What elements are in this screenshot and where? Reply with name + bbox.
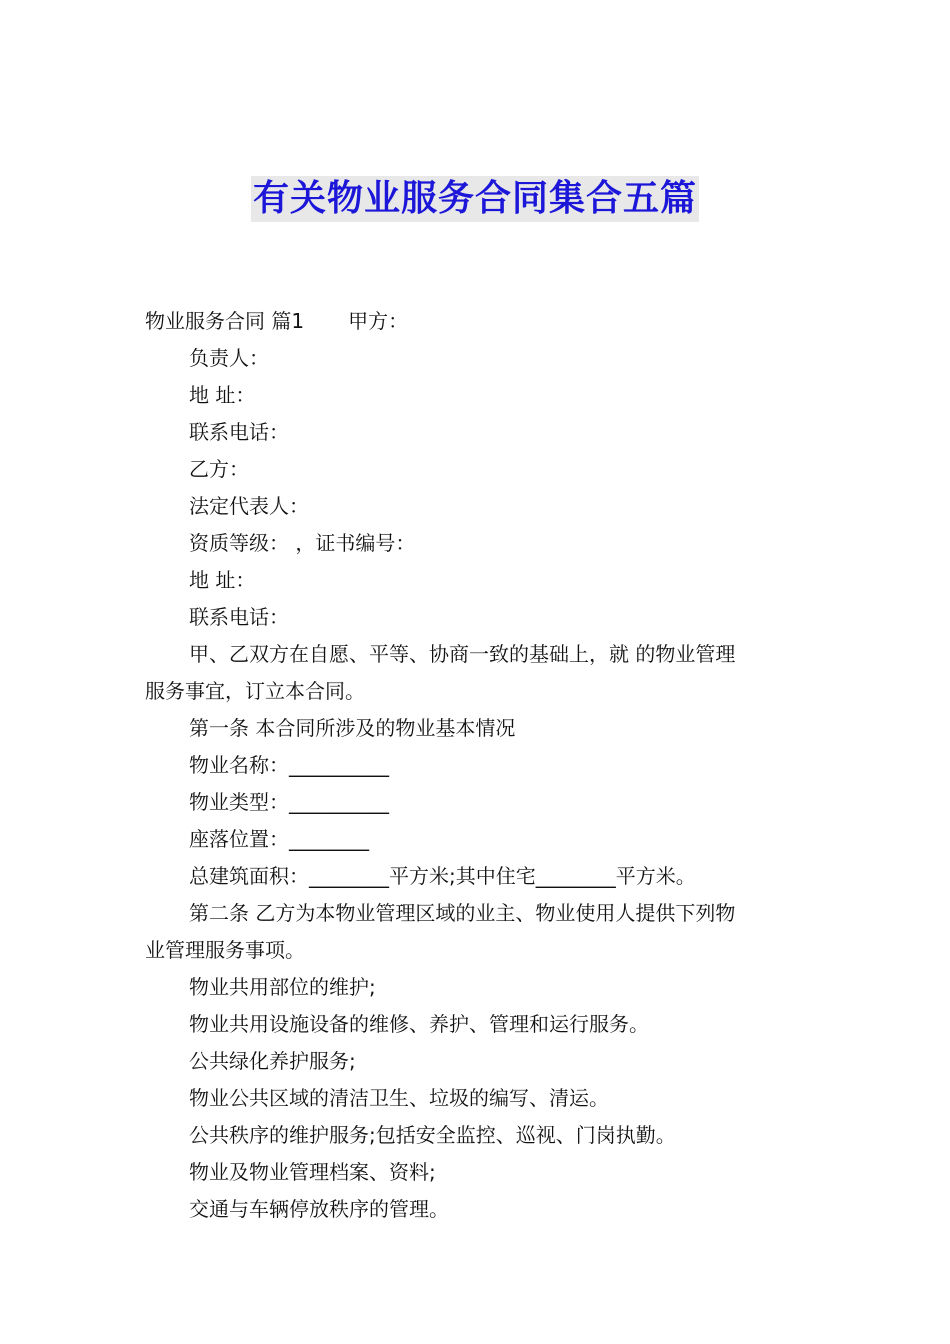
section-label: 物业服务合同 篇1 [145, 309, 305, 333]
text-line: 法定代表人： [189, 494, 309, 518]
text-line: 总建筑面积：________平方米;其中住宅________平方米。 [189, 864, 696, 888]
text-line: 公共秩序的维护服务;包括安全监控、巡视、门岗执勤。 [189, 1123, 676, 1147]
text-line: 公共绿化养护服务; [189, 1049, 356, 1073]
text-line: 地 址： [189, 568, 256, 592]
text-line: 联系电话： [189, 420, 289, 444]
text-line: 资质等级： ，证书编号： [189, 531, 416, 555]
document-title: 有关物业服务合同集合五篇 [251, 176, 699, 222]
text-line: 物业名称：__________ [189, 753, 389, 777]
paragraph-line: 业管理服务事项。 [145, 938, 305, 962]
paragraph-line: 服务事宜，订立本合同。 [145, 679, 365, 703]
text-line: 物业及物业管理档案、资料; [189, 1160, 436, 1184]
paragraph-line: 第二条 乙方为本物业管理区域的业主、物业使用人提供下列物 [189, 901, 736, 925]
party-a-label: 甲方： [348, 309, 409, 333]
text-line: 地 址： [189, 383, 256, 407]
text-line: 联系电话： [189, 605, 289, 629]
text-line: 座落位置：________ [189, 827, 369, 851]
text-line: 交通与车辆停放秩序的管理。 [189, 1197, 449, 1221]
text-line: 物业共用部位的维护; [189, 975, 376, 999]
text-line: 第一条 本合同所涉及的物业基本情况 [189, 716, 516, 740]
title-container [0, 176, 950, 222]
text-line: 物业公共区域的清洁卫生、垃圾的编写、清运。 [189, 1086, 609, 1110]
document-body [145, 303, 810, 1228]
text-line: 乙方： [189, 457, 249, 481]
text-line: 物业类型：__________ [189, 790, 389, 814]
paragraph-line: 甲、乙双方在自愿、平等、协商一致的基础上，就 的物业管理 [189, 642, 736, 666]
section-heading-line [145, 303, 810, 340]
text-line: 负责人： [189, 346, 269, 370]
text-line: 物业共用设施设备的维修、养护、管理和运行服务。 [189, 1012, 649, 1036]
